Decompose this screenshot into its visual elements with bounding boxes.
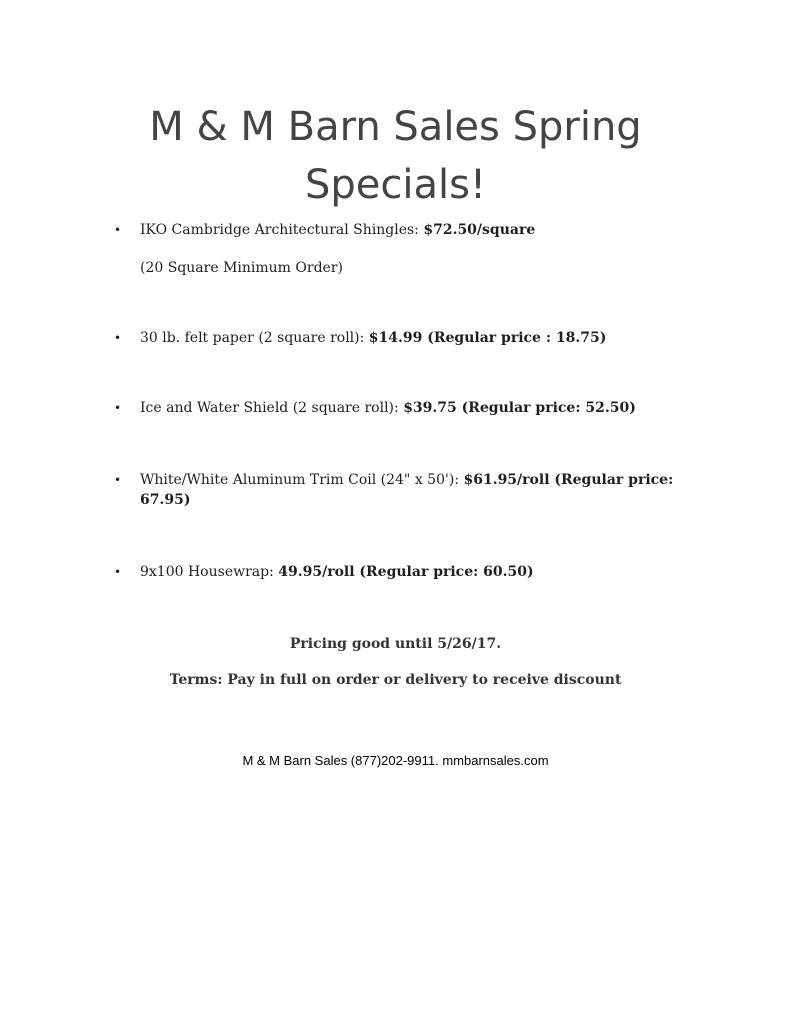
item-description: White/White Aluminum Trim Coil (24" x 50'): xyxy=(140,472,464,488)
item-price: $61.95/roll (Regular price: 67.95) xyxy=(140,472,674,508)
item-price: 49.95/roll (Regular price: 60.50) xyxy=(278,564,534,580)
pricing-validity-note: Pricing good until 5/26/17. xyxy=(289,636,502,652)
item-text xyxy=(140,470,685,510)
item-text xyxy=(140,562,685,582)
bullet-icon: • xyxy=(114,473,122,487)
bullet-icon: • xyxy=(114,565,122,579)
item-price: $39.75 (Regular price: 52.50) xyxy=(403,400,636,416)
item-price: $14.99 (Regular price : 18.75) xyxy=(368,330,607,346)
item-description: Ice and Water Shield (2 square roll): xyxy=(140,400,404,416)
bullet-icon: • xyxy=(114,331,122,345)
contact-line: M & M Barn Sales (877)202-9911. mmbarnsales.com xyxy=(242,753,549,768)
item-text xyxy=(140,220,685,240)
terms-note: Terms: Pay in full on order or delivery to receive discount xyxy=(169,672,622,688)
item-description: 30 lb. felt paper (2 square roll): xyxy=(140,330,369,346)
item-text xyxy=(140,398,685,418)
item-description: 9x100 Housewrap: xyxy=(140,564,279,580)
bullet-icon: • xyxy=(114,223,122,237)
item-price: $72.50/square xyxy=(423,222,536,238)
bullet-icon: • xyxy=(114,401,122,415)
minimum-order-note: (20 Square Minimum Order) xyxy=(140,260,343,276)
item-text xyxy=(140,328,685,348)
item-description: IKO Cambridge Architectural Shingles: xyxy=(140,222,424,238)
document-title: M & M Barn Sales Spring Specials! xyxy=(149,104,642,208)
